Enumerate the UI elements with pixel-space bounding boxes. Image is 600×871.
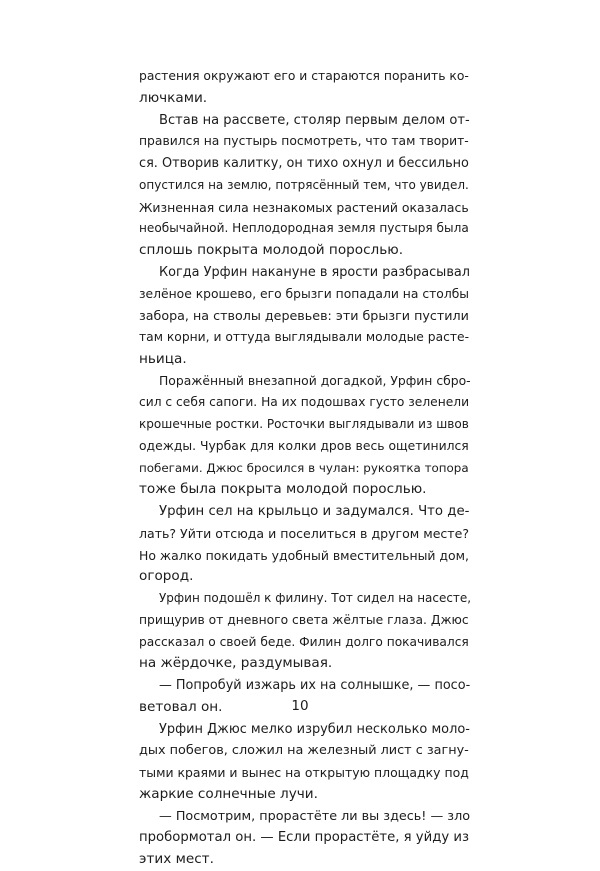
text-line: Встав на рассвете, столяр первым делом от- — [159, 112, 470, 128]
text-line: крошечные ростки. Росточки выглядывали из швов — [139, 417, 469, 431]
text-line: тоже была покрыта молодой порослью. — [139, 481, 427, 498]
text-line: Поражённый внезапной догадкой, Урфин сбро- — [159, 373, 471, 388]
text-line: жаркие солнечные лучи. — [139, 785, 318, 802]
text-line: сплошь покрыта молодой порослью. — [139, 242, 404, 258]
page-number: 10 — [291, 698, 309, 714]
text-line: ньица. — [139, 350, 187, 367]
paragraph — [139, 262, 469, 371]
text-line: Жизненная сила незнакомых растений оказалась — [139, 199, 469, 215]
paragraph — [139, 588, 472, 675]
body-text — [139, 66, 472, 871]
text-line: лючками. — [139, 89, 208, 106]
text-line: Урфин сел на крыльцо и задумался. Что де- — [159, 504, 470, 519]
text-line: растения окружают его и стараются поранить ко- — [139, 69, 469, 83]
text-line: Когда Урфин накануне в ярости разбрасывал — [159, 264, 471, 280]
text-line: ветовал он. — [139, 698, 223, 715]
paragraph — [139, 501, 469, 588]
text-line: рассказал о своей беде. Филин долго покачивался — [139, 634, 469, 649]
text-line: этих мест. — [139, 851, 214, 867]
paragraph — [139, 110, 469, 262]
text-line: лать? Уйти отсюда и поселиться в другом месте? — [139, 525, 469, 541]
text-line: Урфин подошёл к филину. Тот сидел на насесте, — [159, 591, 472, 605]
text-line: зелёное крошево, его брызги попадали на столбы — [139, 286, 470, 301]
text-line: огород. — [139, 568, 194, 585]
text-line: необычайной. Неплодородная земля пустыря была — [139, 221, 469, 236]
text-line: сил с себя сапоги. На их подошвах густо зеленели — [139, 395, 470, 410]
text-line: Но жалко покидать удобный вместительный дом, — [139, 547, 469, 563]
text-line: пробормотал он. — Если прорастёте, я уйду из — [139, 830, 469, 846]
text-line: Урфин Джюс мелко изрубил несколько моло- — [159, 721, 470, 737]
text-line: ся. Отворив калитку, он тихо охнул и бессильно — [139, 156, 469, 171]
paragraph — [139, 719, 469, 806]
text-line: — Попробуй изжарь их на солнышке, — посо- — [159, 678, 471, 693]
text-line: на жёрдочке, раздумывая. — [139, 655, 333, 672]
paragraph — [139, 806, 469, 871]
text-line: одежды. Чурбак для колки дров весь ощетинился — [139, 438, 469, 453]
text-line: — Посмотрим, прорастёте ли вы здесь! — зло — [159, 808, 471, 824]
text-line: дых побегов, сложил на железный лист с загну- — [139, 743, 469, 759]
text-line: побегами. Джюс бросился в чулан: рукоятка топора — [139, 460, 469, 475]
text-line: опустился на землю, потрясённый тем, что увидел. — [139, 177, 469, 192]
paragraph — [139, 66, 469, 110]
text-line: правился на пустырь посмотреть, что там творит- — [139, 134, 469, 149]
text-line: тыми краями и вынес на открытую площадку под — [139, 765, 469, 780]
text-line: прищурив от дневного света жёлтые глаза. Джюс — [139, 612, 469, 627]
paragraph — [139, 371, 469, 502]
text-line: там корни, и оттуда выглядывали молодые расте- — [139, 330, 470, 344]
text-line: забора, на стволы деревьев: эти брызги пустили — [139, 308, 469, 324]
